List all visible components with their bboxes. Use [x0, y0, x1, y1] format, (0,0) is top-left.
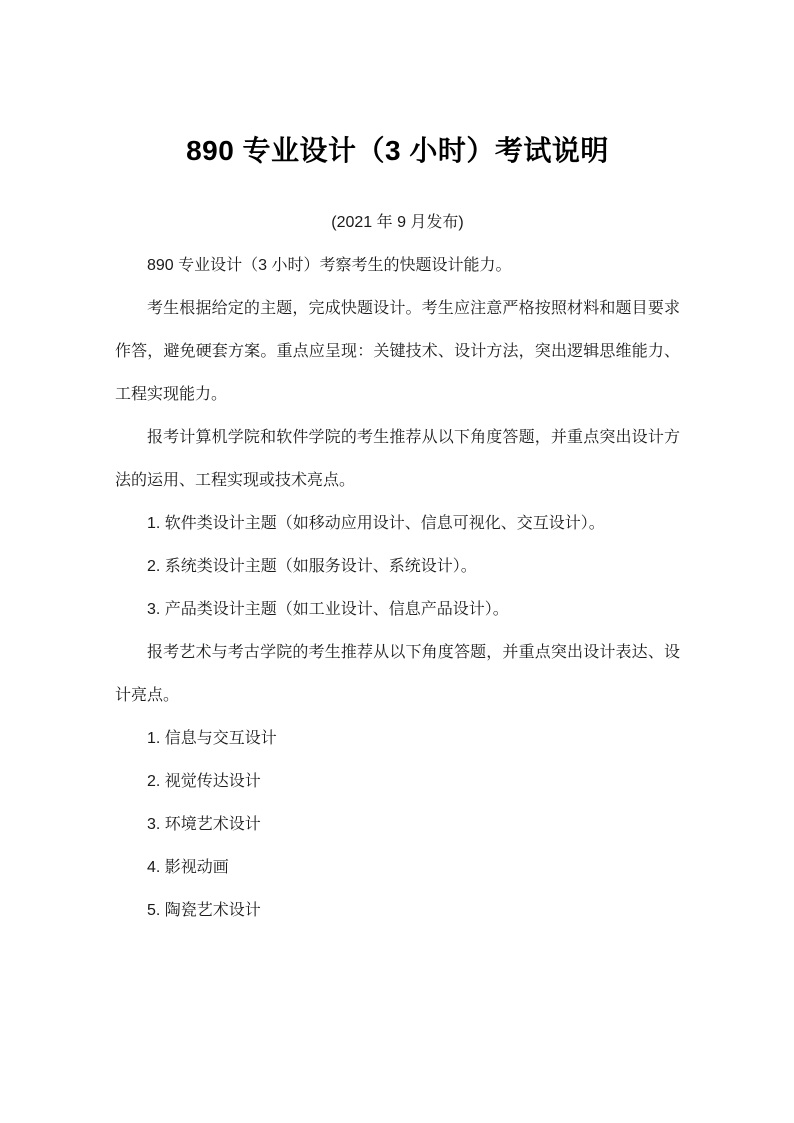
art-topic-item-4: 4. 影视动画 [147, 859, 229, 876]
document-title: 890 专业设计（3 小时）考试说明 [186, 135, 609, 166]
cs-topic-item-1: 1. 软件类设计主题（如移动应用设计、信息可视化、交互设计）。 [147, 515, 605, 532]
cs-topic-item-3: 3. 产品类设计主题（如工业设计、信息产品设计）。 [147, 601, 509, 618]
art-topic-item-2: 2. 视觉传达设计 [147, 773, 261, 790]
document-body [115, 244, 680, 932]
paragraph-exam-requirements: 考生根据给定的主题，完成快题设计。考生应注意严格按照材料和题目要求作答，避免硬套方案。重点应呈现：关键技术、设计方法，突出逻辑思维能力、工程实现能力。 [115, 300, 680, 403]
document-subtitle: (2021 年 9 月发布) [331, 214, 464, 231]
cs-topic-item-2: 2. 系统类设计主题（如服务设计、系统设计）。 [147, 558, 477, 575]
art-topic-item-5: 5. 陶瓷艺术设计 [147, 902, 261, 919]
paragraph-cs-college-intro: 报考计算机学院和软件学院的考生推荐从以下角度答题，并重点突出设计方法的运用、工程实现或技术亮点。 [115, 429, 680, 489]
paragraph-art-college-intro: 报考艺术与考古学院的考生推荐从以下角度答题，并重点突出设计表达、设计亮点。 [115, 644, 680, 704]
art-topic-item-1: 1. 信息与交互设计 [147, 730, 277, 747]
paragraph-exam-intro: 890 专业设计（3 小时）考察考生的快题设计能力。 [147, 257, 512, 274]
art-topic-item-3: 3. 环境艺术设计 [147, 816, 261, 833]
